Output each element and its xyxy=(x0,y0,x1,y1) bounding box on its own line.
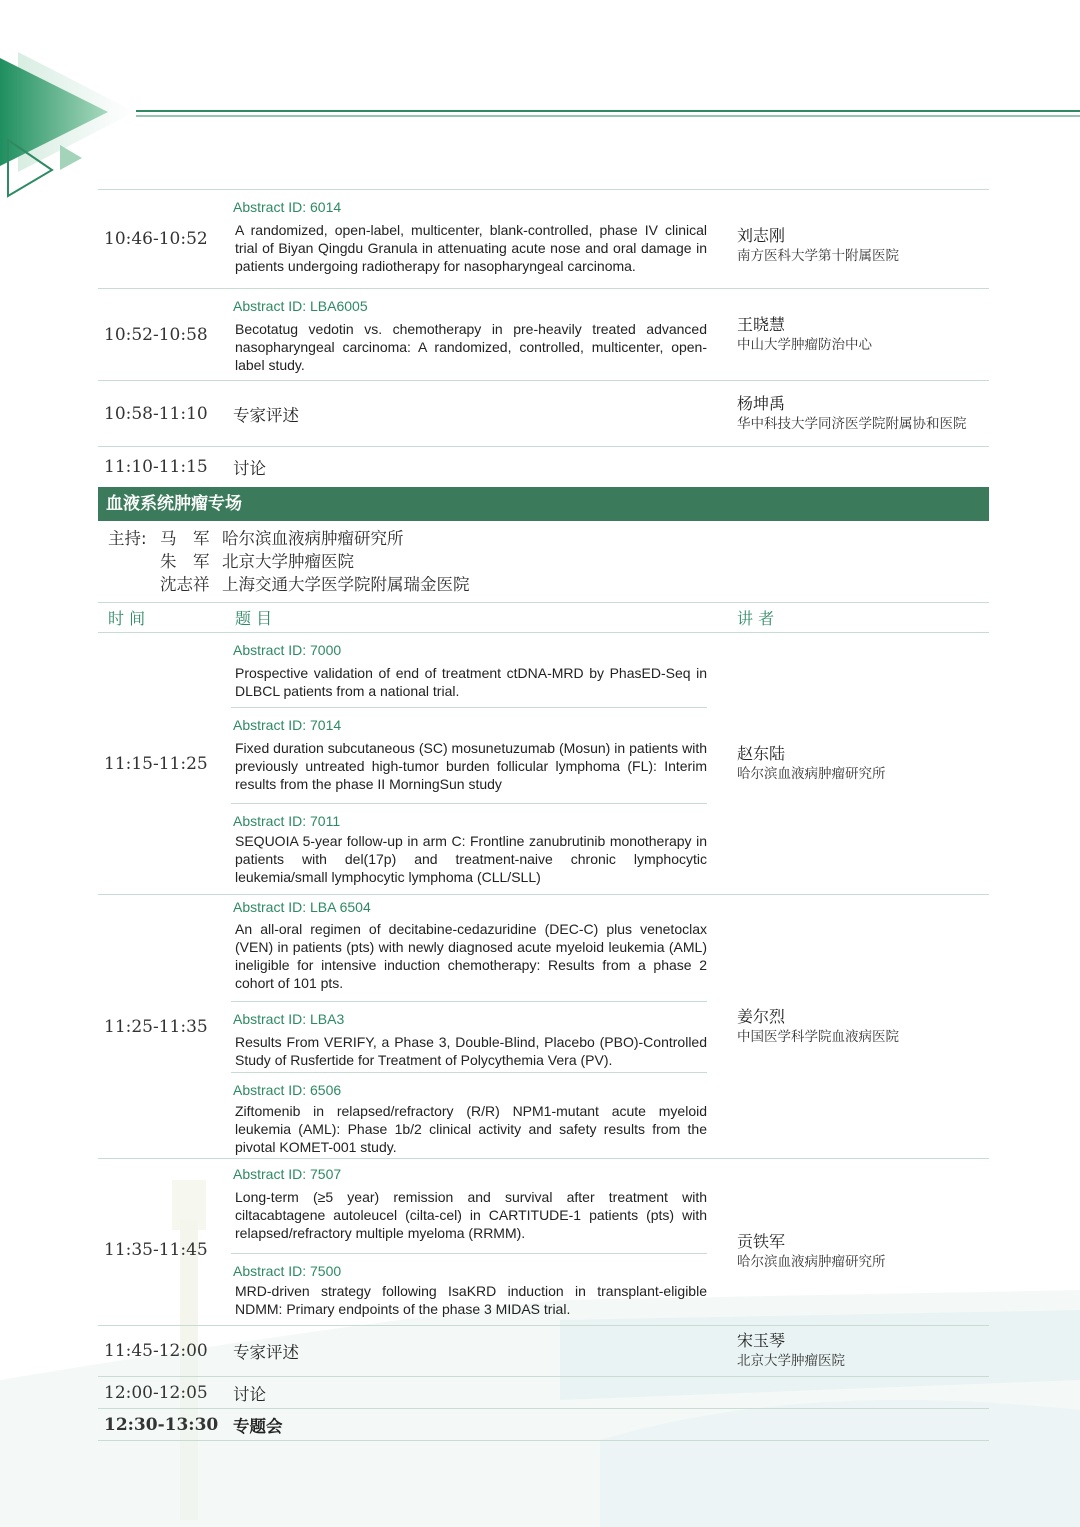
abstract-id: Abstract ID: 7500 xyxy=(233,1263,342,1279)
speaker-name: 姜尔烈 xyxy=(737,1006,786,1026)
abstract-item xyxy=(231,1253,707,1326)
speaker-cell xyxy=(707,381,989,446)
time-slot: 11:25-11:35 xyxy=(104,1016,208,1037)
speaker-name: 赵东陆 xyxy=(737,743,786,763)
schedule-row xyxy=(98,894,989,1158)
host-name: 马 军 xyxy=(160,529,210,548)
topic-cell xyxy=(231,190,707,288)
schedule-row xyxy=(98,446,989,487)
column-header xyxy=(98,602,989,633)
topic-cell xyxy=(231,895,707,1158)
speaker-cell xyxy=(707,1326,989,1376)
speaker-name: 杨坤禹 xyxy=(737,393,786,413)
abstract-item xyxy=(231,895,707,1001)
speaker-cell xyxy=(707,895,989,1158)
abstract-id: Abstract ID: 6506 xyxy=(233,1082,342,1098)
abstract-title: Prospective validation of end of treatment ctDNA-MRD by PhasED-Seq in DLBCL patients from a national trial. xyxy=(235,665,707,699)
topic-cell xyxy=(231,289,707,380)
abstract-id: Abstract ID: LBA 6504 xyxy=(233,899,371,915)
schedule-row xyxy=(98,1408,989,1441)
time-slot: 12:30-13:30 xyxy=(104,1414,219,1435)
abstract-title: An all-oral regimen of decitabine-cedazuridine (DEC-C) plus venetoclax (VEN) in patients (pts) with newly diagnosed acute myeloid leukemia (AML) ineligible for intensive induction chemotherapy: Results from a phase 2 cohort of 101 pts. xyxy=(235,921,707,991)
abstract-id: Abstract ID: LBA6005 xyxy=(233,298,368,314)
topic-cell xyxy=(231,1159,707,1325)
topic-text: 讨论 xyxy=(233,459,266,478)
speaker-name: 王晓慧 xyxy=(737,314,786,334)
speaker-institution: 中山大学肿瘤防治中心 xyxy=(737,336,872,353)
topic-text: 专题会 xyxy=(233,1416,283,1436)
abstract-id: Abstract ID: 6014 xyxy=(233,199,342,215)
schedule-row xyxy=(98,288,989,380)
abstract-title: SEQUOIA 5-year follow-up in arm C: Frontline zanubrutinib monotherapy in patients with del(17p) and treatment-naive chronic lymphocytic leukemia/small lymphocytic lymphoma (CLL/SLL) xyxy=(235,833,707,885)
schedule-row xyxy=(98,1158,989,1325)
abstract-id: Abstract ID: 7000 xyxy=(233,642,342,658)
schedule-row xyxy=(98,380,989,446)
time-slot: 10:58-11:10 xyxy=(104,403,208,424)
speaker-institution: 中国医学科学院血液病医院 xyxy=(737,1028,899,1045)
abstract-title: Becotatug vedotin vs. chemotherapy in pre-heavily treated advanced nasopharyngeal carcinoma: A randomized, controlled, multicenter, open-label study. xyxy=(235,321,707,373)
abstract-title: Long-term (≥5 year) remission and survival after treatment with ciltacabtagene autoleucel (cilta-cel) in CARTITUDE-1 patients (pts) with relapsed/refractory multiple myeloma (RRMM). xyxy=(235,1189,707,1241)
host-name: 沈志祥 xyxy=(160,575,210,594)
speaker-cell xyxy=(707,190,989,288)
speaker-institution: 哈尔滨血液病肿瘤研究所 xyxy=(737,1254,886,1270)
abstract-title: Results From VERIFY, a Phase 3, Double-Blind, Placebo (PBO)-Controlled Study of Rusfertide for Treatment of Polycythemia Vera (PV). xyxy=(235,1034,707,1068)
abstract-id: Abstract ID: 7507 xyxy=(233,1166,342,1182)
schedule-row xyxy=(98,633,989,894)
speaker-name: 刘志刚 xyxy=(737,226,786,245)
abstract-item xyxy=(231,803,707,894)
column-topic: 题 目 xyxy=(235,609,273,628)
speaker-institution: 华中科技大学同济医学院附属协和医院 xyxy=(737,415,967,432)
speaker-institution: 哈尔滨血液病肿瘤研究所 xyxy=(737,765,886,782)
host-label: 主持: xyxy=(108,529,147,548)
abstract-title: MRD-driven strategy following IsaKRD induction in transplant-eligible NDMM: Primary endpoints of the phase 3 MIDAS trial. xyxy=(235,1283,707,1317)
abstract-id: Abstract ID: 7011 xyxy=(233,813,341,829)
section-title: 血液系统肿瘤专场 xyxy=(98,487,989,521)
host-institution: 北京大学肿瘤医院 xyxy=(222,552,354,571)
speaker-cell xyxy=(707,1377,989,1408)
schedule-row xyxy=(98,189,989,288)
time-slot: 11:10-11:15 xyxy=(104,457,208,477)
abstract-item xyxy=(231,289,707,382)
time-slot: 11:35-11:45 xyxy=(104,1240,208,1260)
host-institution: 上海交通大学医学院附属瑞金医院 xyxy=(222,575,470,594)
abstract-title: A randomized, open-label, multicenter, blank-controlled, phase IV clinical trial of Biyan Qingdu Granula in attenuating acute nose and oral damage in patients undergoing radiotherapy for nasopharyngeal carcinoma. xyxy=(235,222,707,274)
speaker-cell xyxy=(707,633,989,894)
column-speaker: 讲 者 xyxy=(737,609,775,628)
column-time: 时 间 xyxy=(108,609,146,628)
time-slot: 12:00-12:05 xyxy=(104,1382,208,1403)
abstract-item xyxy=(231,1159,707,1253)
speaker-cell xyxy=(707,447,989,487)
time-slot: 10:52-10:58 xyxy=(104,324,208,345)
abstract-id: Abstract ID: LBA3 xyxy=(233,1011,345,1027)
speaker-name: 贡铁军 xyxy=(737,1232,786,1251)
topic-text: 专家评述 xyxy=(233,405,299,425)
topic-cell xyxy=(231,633,707,894)
speaker-cell xyxy=(707,1409,989,1440)
schedule xyxy=(98,189,989,1441)
abstract-id: Abstract ID: 7014 xyxy=(233,717,342,733)
abstract-item xyxy=(231,633,707,707)
host-row xyxy=(108,527,989,550)
host-row xyxy=(108,573,989,596)
speaker-institution: 南方医科大学第十附属医院 xyxy=(737,248,899,264)
host-row xyxy=(108,550,989,573)
topic-text: 专家评述 xyxy=(233,1343,299,1362)
abstract-item xyxy=(231,1001,707,1072)
time-slot: 10:46-10:52 xyxy=(104,229,208,249)
abstract-item xyxy=(231,1072,707,1164)
speaker-institution: 北京大学肿瘤医院 xyxy=(737,1353,845,1369)
schedule-row xyxy=(98,1325,989,1376)
host-institution: 哈尔滨血液病肿瘤研究所 xyxy=(222,529,404,548)
abstract-title: Fixed duration subcutaneous (SC) mosunetuzumab (Mosun) in patients with previously untreated high-tumor burden follicular lymphoma (FL): Interim results from the phase II MorningSun study xyxy=(235,740,707,792)
hosts-block xyxy=(98,521,989,602)
schedule-row xyxy=(98,1376,989,1408)
topic-text: 讨论 xyxy=(233,1384,266,1404)
time-slot: 11:45-12:00 xyxy=(104,1341,208,1361)
header-decoration xyxy=(0,0,1080,200)
speaker-name: 宋玉琴 xyxy=(737,1331,786,1350)
speaker-cell xyxy=(707,1159,989,1325)
time-slot: 11:15-11:25 xyxy=(104,753,208,774)
host-name: 朱 军 xyxy=(160,552,210,571)
abstract-title: Ziftomenib in relapsed/refractory (R/R) NPM1-mutant acute myeloid leukemia (AML): Phase 1b/2 clinical activity and safety results from the pivotal KOMET-001 study. xyxy=(235,1103,707,1155)
abstract-item xyxy=(231,190,707,283)
abstract-item xyxy=(231,707,707,803)
speaker-cell xyxy=(707,289,989,380)
